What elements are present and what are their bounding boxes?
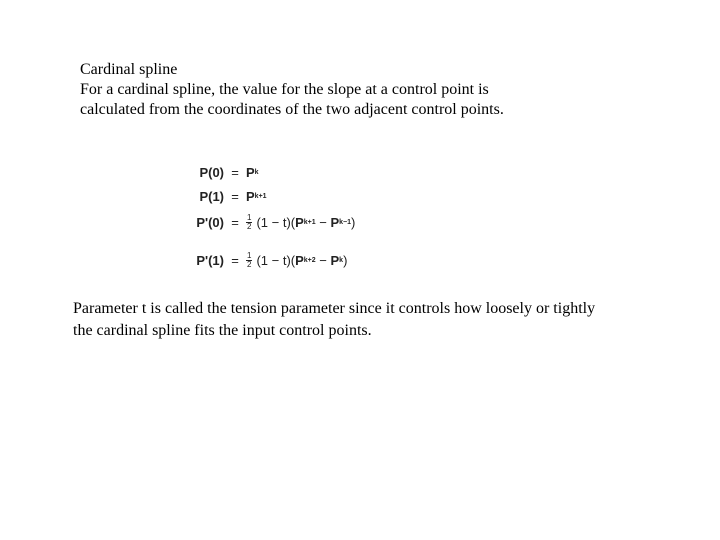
intro-line-1: For a cardinal spline, the value for the slope at a control point is [80, 81, 489, 98]
fraction-numerator: 1 [247, 212, 252, 222]
formula-lhs: P'(0) [196, 214, 224, 230]
point-symbol: P [330, 252, 340, 268]
formula-block [174, 160, 444, 280]
equals-sign: = [231, 188, 239, 204]
heading: Cardinal spline [80, 61, 178, 78]
minus-sign: − [315, 214, 331, 230]
close-paren: ) [351, 214, 356, 230]
outro-text [73, 298, 693, 342]
close-paren: ) [343, 252, 348, 268]
point-subscript: k−1 [339, 218, 352, 226]
formula-row-dp1 [174, 248, 347, 272]
outro-line-1: Parameter t is called the tension parameter since it controls how loosely or tightly [73, 300, 596, 317]
equals-sign: = [231, 214, 239, 230]
fraction-numerator: 1 [247, 250, 252, 260]
fraction-one-half [246, 214, 252, 231]
point-symbol: P [295, 214, 304, 230]
formula-lhs: P(0) [199, 164, 224, 180]
point-subscript: k [339, 256, 344, 264]
equals-sign: = [231, 252, 239, 268]
point-subscript: k+1 [254, 192, 267, 200]
formula-row-p0 [174, 160, 259, 184]
formula-row-p1 [174, 184, 267, 208]
outro-line-2: the cardinal spline fits the input control points. [73, 322, 372, 339]
point-symbol: P [246, 188, 255, 204]
equals-sign: = [231, 164, 239, 180]
point-symbol: P [295, 252, 304, 268]
formula-lhs: P(1) [199, 188, 224, 204]
point-subscript: k+2 [303, 256, 316, 264]
formula-rhs [246, 165, 259, 180]
intro-text [80, 60, 680, 120]
fraction-denominator: 2 [247, 259, 252, 269]
formula-row-dp0 [174, 210, 355, 234]
formula-lhs: P'(1) [196, 252, 224, 268]
formula-rhs [246, 214, 355, 231]
point-symbol: P [246, 164, 255, 180]
point-subscript: k+1 [303, 218, 316, 226]
tension-factor: (1 − t)( [256, 252, 296, 268]
fraction-one-half [246, 252, 252, 269]
point-symbol: P [330, 214, 340, 230]
point-subscript: k [254, 168, 259, 176]
intro-line-2: calculated from the coordinates of the two adjacent control points. [80, 101, 504, 118]
minus-sign: − [315, 252, 331, 268]
formula-rhs [246, 252, 347, 269]
tension-factor: (1 − t)( [256, 214, 296, 230]
formula-rhs [246, 189, 267, 204]
fraction-denominator: 2 [247, 221, 252, 231]
